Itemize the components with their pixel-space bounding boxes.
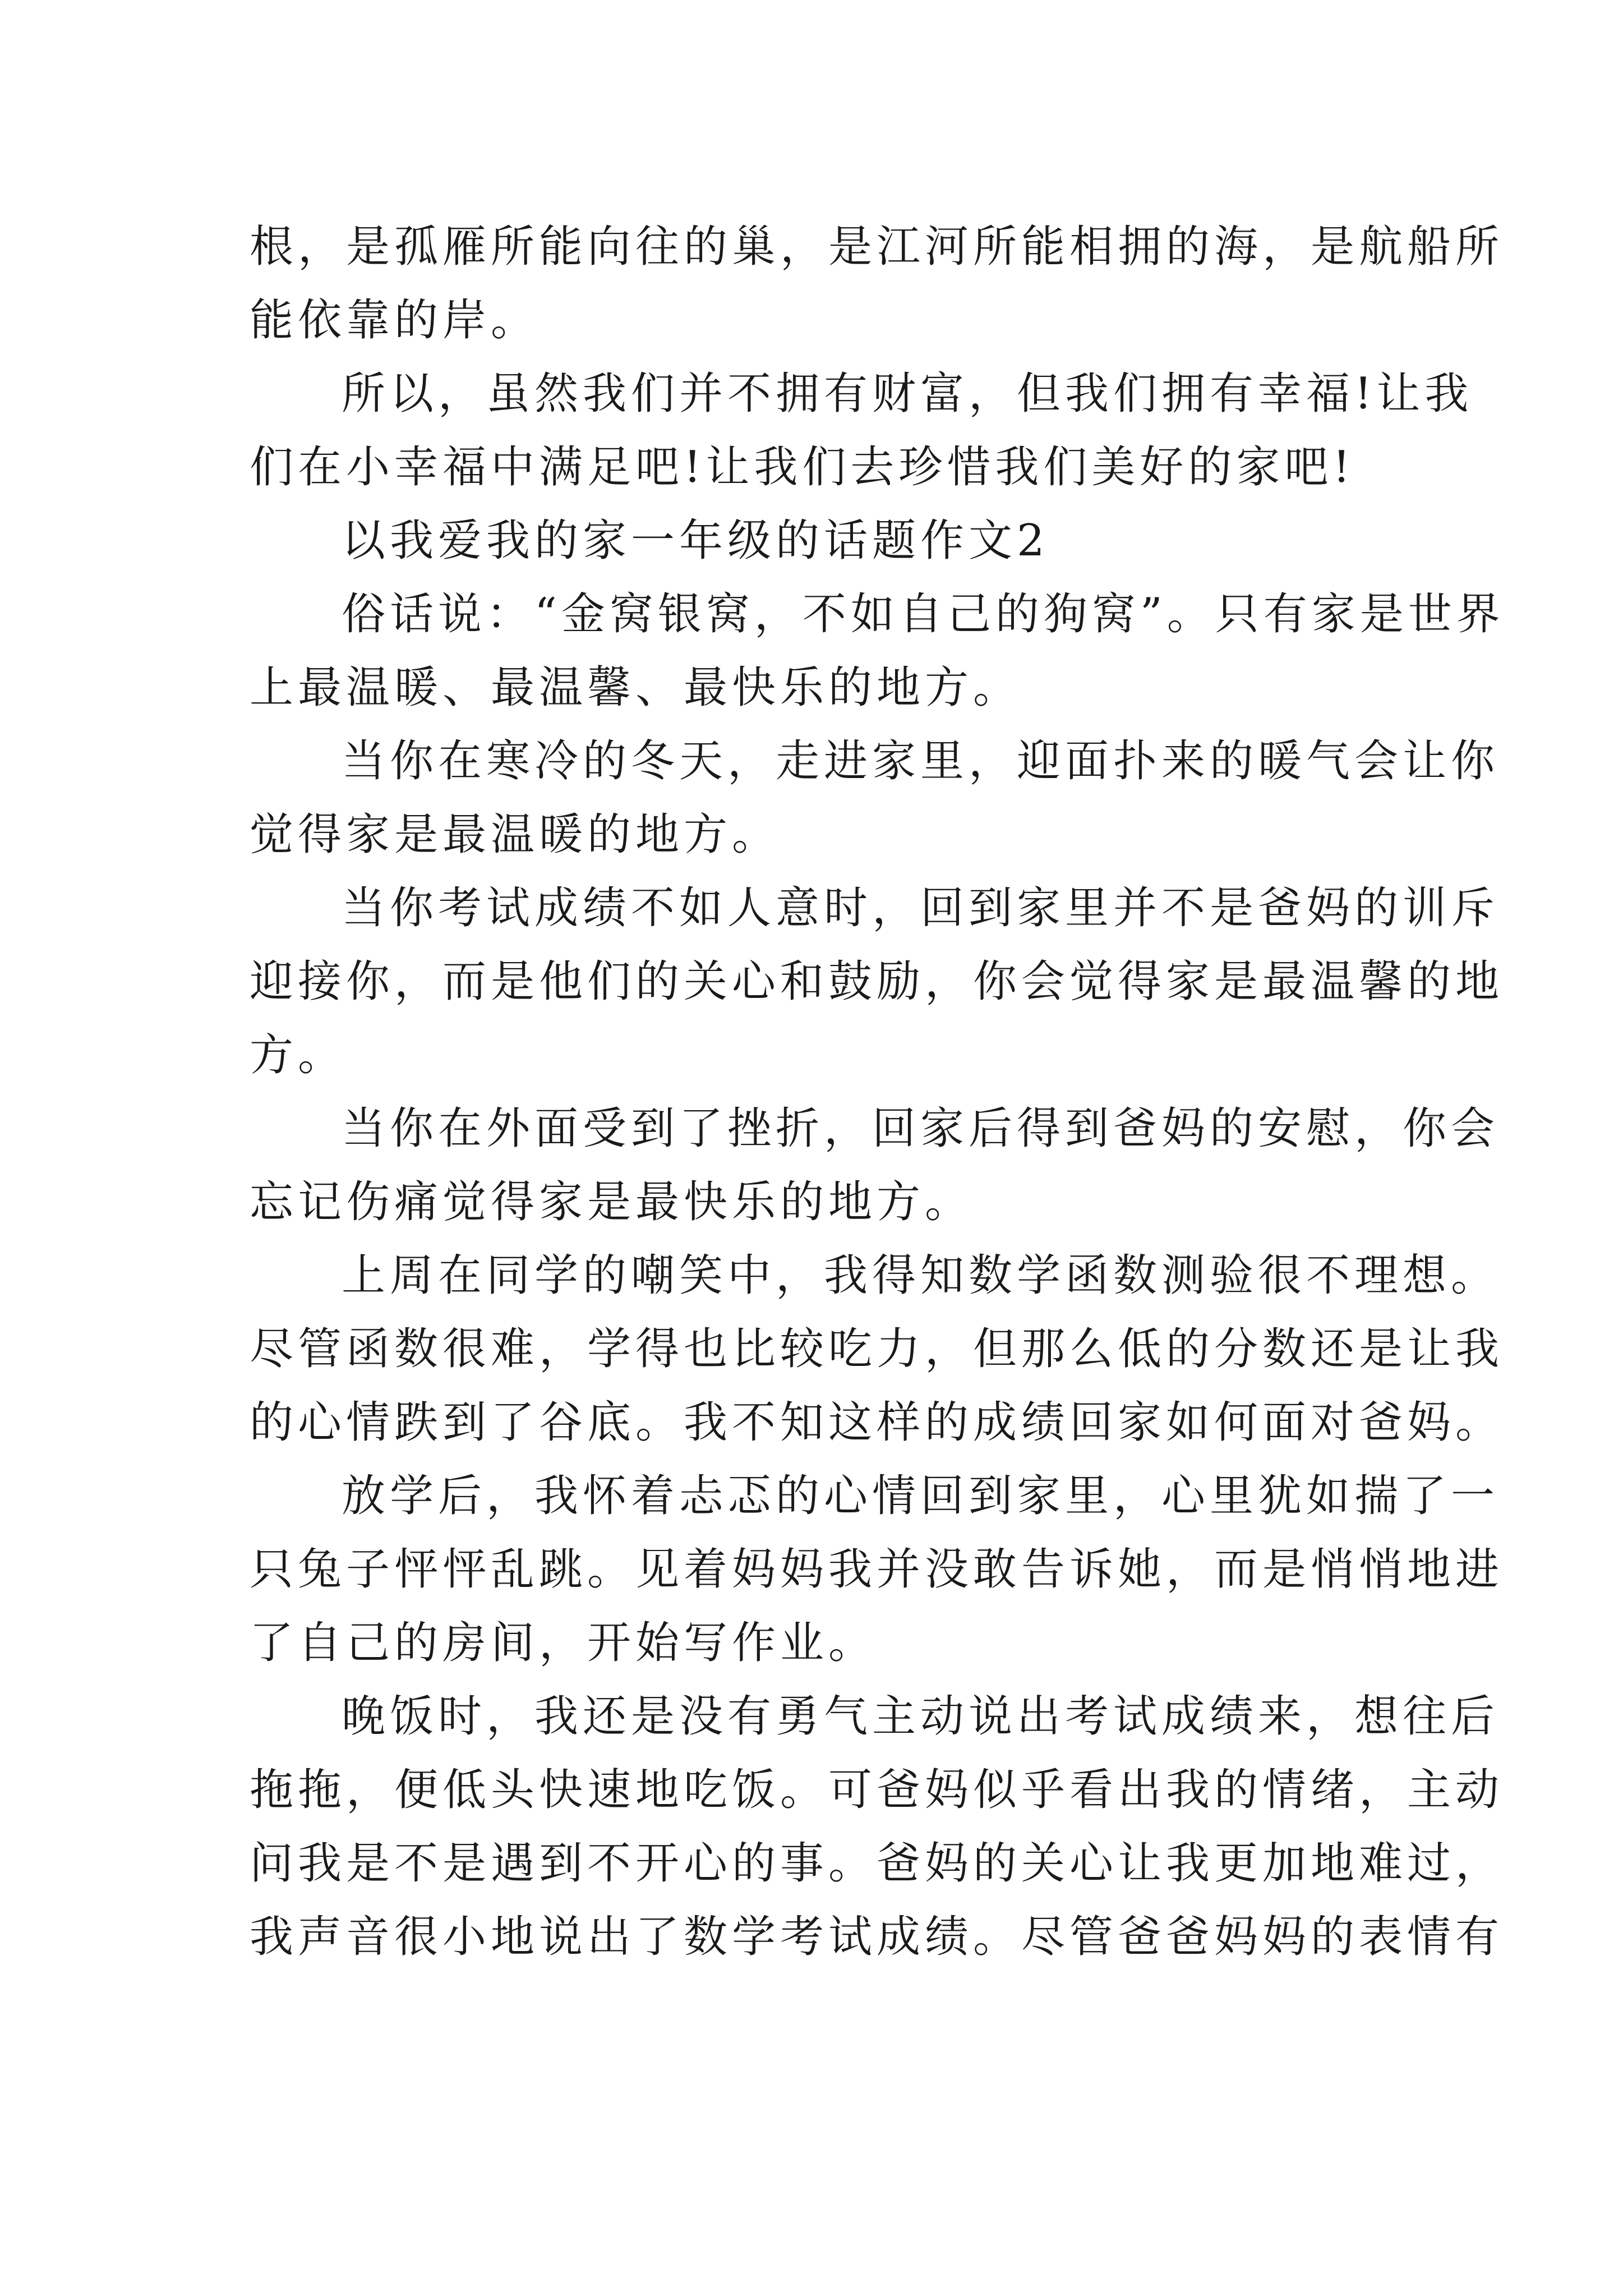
text-line: 根，是孤雁所能向往的巢，是江河所能相拥的海，是航船所	[250, 222, 1504, 272]
text-line: 我声音很小地说出了数学考试成绩。尽管爸爸妈妈的表情有	[250, 1912, 1504, 1962]
paragraph-start-line: 晚饭时，我还是没有勇气主动说出考试成绩来，想往后	[342, 1691, 1500, 1742]
paragraph-start-line: 所以，虽然我们并不拥有财富，但我们拥有幸福!让我	[342, 369, 1473, 419]
section-heading: 以我爱我的家一年级的话题作文2	[342, 516, 1049, 566]
text-line: 觉得家是最温暖的地方。	[250, 809, 781, 860]
text-line: 们在小幸福中满足吧!让我们去珍惜我们美好的家吧!	[250, 442, 1355, 493]
text-line: 方。	[250, 1030, 347, 1080]
paragraph-start-line: 当你考试成绩不如人意时，回到家里并不是爸妈的训斥	[342, 883, 1500, 933]
text-line: 尽管函数很难，学得也比较吃力，但那么低的分数还是让我	[250, 1324, 1504, 1374]
text-line: 能依靠的岸。	[250, 295, 540, 346]
paragraph-start-line: 上周在同学的嘲笑中，我得知数学函数测验很不理想。	[342, 1250, 1500, 1301]
text-line: 了自己的房间，开始写作业。	[250, 1618, 877, 1668]
text-line: 只兔子怦怦乱跳。见着妈妈我并没敢告诉她，而是悄悄地进	[250, 1544, 1504, 1595]
text-line: 上最温暖、最温馨、最快乐的地方。	[250, 662, 1022, 713]
text-line: 问我是不是遇到不开心的事。爸妈的关心让我更加地难过，	[250, 1838, 1504, 1889]
paragraph-start-line: 当你在寒冷的冬天，走进家里，迎面扑来的暖气会让你	[342, 736, 1500, 786]
text-line: 的心情跌到了谷底。我不知这样的成绩回家如何面对爸妈。	[250, 1397, 1504, 1448]
paragraph-start-line: 俗话说：“金窝银窝，不如自己的狗窝”。只有家是世界	[342, 589, 1505, 639]
text-line: 忘记伤痛觉得家是最快乐的地方。	[250, 1177, 974, 1227]
text-line: 拖拖，便低头快速地吃饭。可爸妈似乎看出我的情绪，主动	[250, 1765, 1504, 1815]
text-line: 迎接你，而是他们的关心和鼓励，你会觉得家是最温馨的地	[250, 956, 1504, 1007]
paragraph-start-line: 放学后，我怀着忐忑的心情回到家里，心里犹如揣了一	[342, 1471, 1500, 1521]
paragraph-start-line: 当你在外面受到了挫折，回家后得到爸妈的安慰，你会	[342, 1103, 1500, 1154]
article-body	[250, 210, 1505, 1974]
